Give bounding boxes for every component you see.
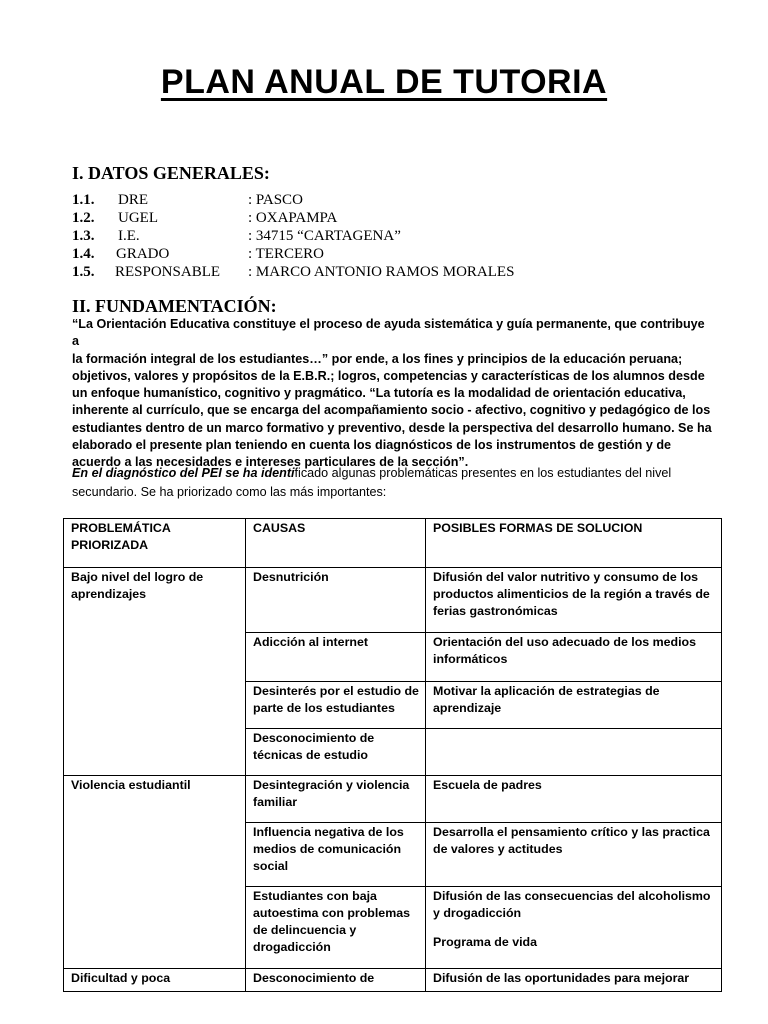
datos-row-key: RESPONSABLE <box>115 264 221 280</box>
datos-row-number: 1.3. <box>72 228 95 244</box>
solution-cell <box>426 729 722 776</box>
datos-row-number: 1.1. <box>72 192 95 208</box>
solution-cell: Difusión de las oportunidades para mejorar <box>426 969 722 992</box>
datos-row <box>72 191 692 209</box>
datos-row-key: DRE <box>118 192 148 208</box>
datos-row-key: UGEL <box>118 210 158 226</box>
problematica-table <box>63 518 722 992</box>
datos-row-key: GRADO <box>116 246 170 262</box>
datos-row <box>72 245 692 263</box>
table-row <box>64 776 722 823</box>
document-title <box>0 62 768 102</box>
cause-cell: Adicción al internet <box>246 633 426 682</box>
table-row <box>64 969 722 992</box>
cell-spacer <box>433 922 715 934</box>
table-row <box>64 568 722 633</box>
problem-cell: Bajo nivel del logro de aprendizajes <box>64 568 246 776</box>
datos-row <box>72 263 692 281</box>
diagnostic-rest: ficado algunas problemáticas presentes en los estudiantes del nivel <box>294 466 672 480</box>
datos-row-value: : MARCO ANTONIO RAMOS MORALES <box>248 264 515 280</box>
cause-cell: Desconocimiento de <box>246 969 426 992</box>
solution-cell: Difusión del valor nutritivo y consumo de los productos alimenticios de la región a través de ferias gastronómicas <box>426 568 722 633</box>
problem-cell: Dificultad y poca <box>64 969 246 992</box>
datos-row-value: : PASCO <box>248 192 303 208</box>
paragraph-line: objetivos, valores y propósitos de la E.B.R.; logros, competencias y características de los alumnos desde <box>72 368 705 383</box>
solution-cell <box>426 887 722 969</box>
solution-cell: Escuela de padres <box>426 776 722 823</box>
paragraph-line: un enfoque humanístico, cognitivo y pragmático. “La tutoría es la modalidad de orientación educativa, <box>72 386 686 401</box>
datos-row-number: 1.4. <box>72 246 95 262</box>
section-heading-fundamentacion: II. FUNDAMENTACIÓN: <box>72 296 277 316</box>
header-cell-soluciones: POSIBLES FORMAS DE SOLUCION <box>426 519 722 568</box>
datos-row-key: I.E. <box>118 228 140 244</box>
solution-extra-text: Programa de vida <box>433 935 537 949</box>
paragraph-line: estudiantes dentro de un marco formativo y preventivo, desde la perspectiva del desarrollo humano. Se ha <box>72 420 712 435</box>
cause-cell: Desinterés por el estudio de parte de los estudiantes <box>246 682 426 729</box>
cause-cell: Desintegración y violencia familiar <box>246 776 426 823</box>
datos-row-value: : OXAPAMPA <box>248 210 338 226</box>
cause-cell: Influencia negativa de los medios de comunicación social <box>246 823 426 887</box>
datos-row-number: 1.5. <box>72 264 95 280</box>
datos-row-number: 1.2. <box>72 210 95 226</box>
header-cell-causas: CAUSAS <box>246 519 426 568</box>
solution-cell: Orientación del uso adecuado de los medios informáticos <box>426 633 722 682</box>
table-header-row <box>64 519 722 568</box>
problem-cell: Violencia estudiantil <box>64 776 246 969</box>
datos-row <box>72 209 692 227</box>
datos-row-value: : TERCERO <box>248 246 324 262</box>
section-heading-datos-generales: I. DATOS GENERALES: <box>72 163 270 183</box>
diagnostic-paragraph <box>72 464 714 502</box>
diagnostic-line-2: secundario. Se ha priorizado como las más importantes: <box>72 485 387 499</box>
paragraph-line: acuerdo a las necesidades e intereses particulares de la sección”. <box>72 455 469 470</box>
header-cell-problematica: PROBLEMÁTICA PRIORIZADA <box>64 519 246 568</box>
diagnostic-line <box>72 464 714 483</box>
fundamentacion-paragraph <box>72 316 714 472</box>
paragraph-line: inherente al currículo, que se encarga del acompañamiento socio - afectivo, cognitivo y pedagógico de los <box>72 403 711 418</box>
datos-row-value: : 34715 “CARTAGENA” <box>248 228 401 244</box>
datos-row <box>72 227 692 245</box>
diagnostic-lead: En el diagnóstico del PEI se ha identi <box>72 466 295 480</box>
solution-text: Difusión de las consecuencias del alcoholismo y drogadicción <box>433 889 711 920</box>
paragraph-line: elaborado el presente plan teniendo en cuenta los diagnósticos de los instrumentos de gestión y de <box>72 438 672 453</box>
cause-cell: Estudiantes con baja autoestima con problemas de delincuencia y drogadicción <box>246 887 426 969</box>
solution-cell: Desarrolla el pensamiento crítico y las practica de valores y actitudes <box>426 823 722 887</box>
cause-cell: Desnutrición <box>246 568 426 633</box>
paragraph-line: “La Orientación Educativa constituye el proceso de ayuda sistemática y guía permanente, que contribuye a <box>72 317 705 349</box>
solution-cell: Motivar la aplicación de estrategias de aprendizaje <box>426 682 722 729</box>
document-title-text: PLAN ANUAL DE TUTORIA <box>160 63 608 101</box>
cause-cell: Desconocimiento de técnicas de estudio <box>246 729 426 776</box>
paragraph-line: la formación integral de los estudiantes…” por ende, a los fines y principios de la educación peruana; <box>72 351 683 366</box>
